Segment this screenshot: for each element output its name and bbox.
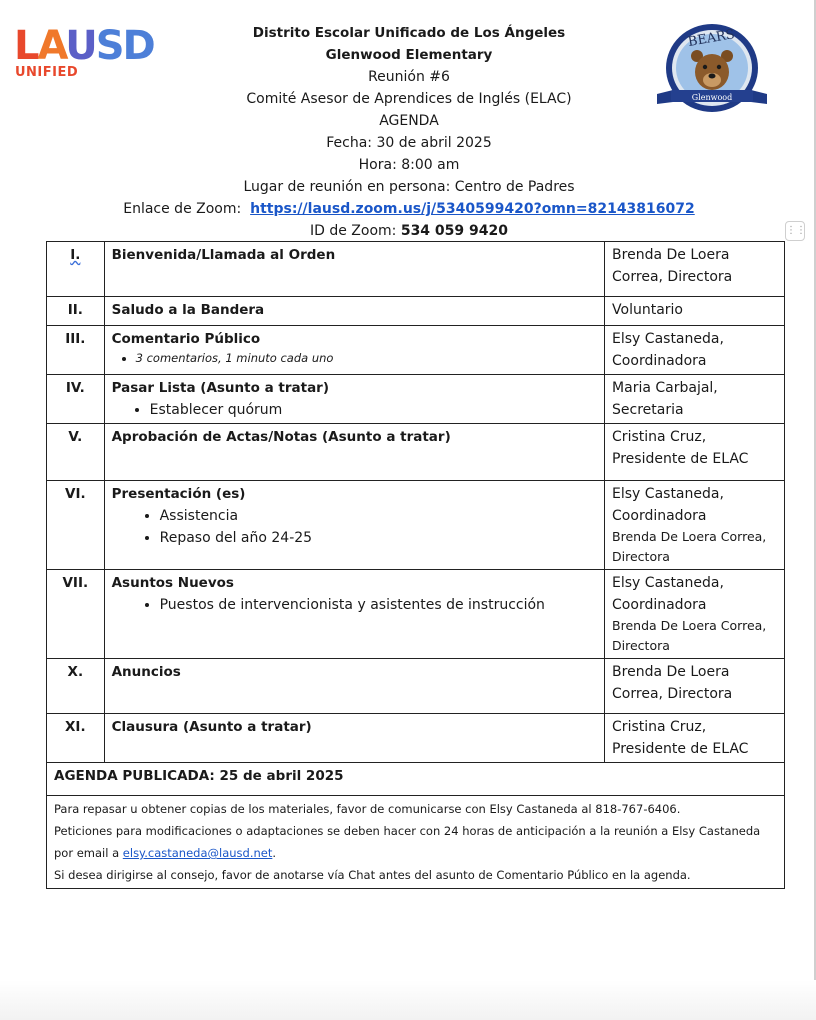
meeting-number: Reunión #6: [368, 69, 450, 85]
item-number: VII.: [47, 570, 105, 659]
item-number: I.: [47, 242, 105, 297]
item-cell: [104, 326, 604, 375]
table-row: [47, 659, 785, 714]
agenda-published-date: AGENDA PUBLICADA: 25 de abril 2025: [47, 763, 785, 796]
footer-line-chat: Si desea dirigirse al consejo, favor de anotarse vía Chat antes del asunto de Comentario Público en la agenda.: [54, 868, 691, 882]
table-row: [47, 481, 785, 570]
zoom-link-line: [60, 198, 758, 220]
item-cell: [104, 714, 604, 763]
item-bullets: [112, 399, 597, 421]
item-title: Pasar Lista (Asunto a tratar): [111, 380, 330, 396]
meeting-location: Lugar de reunión en persona: Centro de Padres: [243, 179, 575, 195]
item-presenter: [605, 481, 785, 570]
item-presenter: Brenda De Loera Correa, Directora: [605, 659, 785, 714]
list-item: • Repaso del año 24-25: [160, 527, 597, 549]
item-title: Anuncios: [111, 664, 181, 680]
item-presenter: [605, 570, 785, 659]
presenter-primary: Elsy Castaneda, Coordinadora: [612, 486, 724, 524]
item-cell: [104, 424, 604, 481]
seal-ribbon-text: Glenwood: [691, 93, 733, 102]
item-presenter: Cristina Cruz, Presidente de ELAC: [605, 714, 785, 763]
item-title: Asuntos Nuevos: [111, 575, 234, 591]
list-item: • Establecer quórum: [150, 399, 597, 421]
item-number: II.: [47, 297, 105, 326]
item-cell: [104, 242, 604, 297]
table-row: [47, 763, 785, 796]
item-presenter: Cristina Cruz, Presidente de ELAC: [605, 424, 785, 481]
table-row: [47, 424, 785, 481]
item-title: Comentario Público: [111, 331, 261, 347]
item-presenter: Voluntario: [605, 297, 785, 326]
item-number: XI.: [47, 714, 105, 763]
footer-notes: [47, 796, 785, 889]
svg-text:BEARS: BEARS: [686, 27, 736, 51]
zoom-link[interactable]: https://lausd.zoom.us/j/5340599420?omn=82143816072: [250, 201, 695, 217]
email-link[interactable]: elsy.castaneda@lausd.net: [122, 846, 273, 860]
item-number: VI.: [47, 481, 105, 570]
item-cell: [104, 481, 604, 570]
item-bullets: [112, 505, 597, 549]
zoom-id-label: ID de Zoom:: [309, 223, 397, 239]
logo-letter-l: L: [14, 23, 38, 69]
lausd-logo-unified: UNIFIED: [15, 65, 79, 80]
table-row: [47, 242, 785, 297]
list-item: • Assistencia: [160, 505, 597, 527]
logo-letter-a: A: [37, 23, 66, 69]
item-title: Saludo a la Bandera: [111, 302, 265, 318]
footer-line-materials: Para repasar u obtener copias de los materiales, favor de comunicarse con Elsy Castaneda al 818-767-6406.: [54, 802, 681, 816]
zoom-id: 534 059 9420: [400, 223, 508, 239]
item-presenter: Maria Carbajal, Secretaria: [605, 375, 785, 424]
district-name: Distrito Escolar Unificado de Los Ángeles: [252, 25, 566, 41]
item-cell: [104, 659, 604, 714]
list-item: • Puestos de intervencionista y asistentes de instrucción: [160, 594, 597, 616]
item-presenter: Elsy Castaneda, Coordinadora: [605, 326, 785, 375]
footer-line-accommodations: Peticiones para modificaciones o adaptaciones se deben hacer con 24 horas de anticipación a la reunión a Elsy Castaneda por email a elsy.castaneda@lausd.net.: [54, 824, 761, 860]
item-title: Presentación (es): [111, 486, 246, 502]
table-row: [47, 297, 785, 326]
item-number: IV.: [47, 375, 105, 424]
table-row: [47, 714, 785, 763]
logo-letter-sd: SD: [95, 23, 154, 69]
item-title: Aprobación de Actas/Notas (Asunto a tratar): [111, 429, 451, 445]
zoom-link-label: Enlace de Zoom:: [123, 201, 242, 217]
committee-name: Comité Asesor de Aprendices de Inglés (ELAC): [246, 91, 572, 107]
presenter-secondary: Brenda De Loera Correa, Directora: [612, 618, 767, 653]
item-cell: [104, 297, 604, 326]
zoom-id-line: [60, 220, 758, 242]
item-cell: [104, 375, 604, 424]
item-cell: [104, 570, 604, 659]
page-bottom-shadow: [0, 980, 816, 1020]
item-title: Bienvenida/Llamada al Orden: [111, 247, 336, 263]
item-title: Clausura (Asunto a tratar): [111, 719, 312, 735]
meeting-time: Hora: 8:00 am: [358, 157, 460, 173]
item-bullets: [112, 350, 597, 366]
agenda-table: [46, 241, 785, 889]
item-number: III.: [47, 326, 105, 375]
presenter-secondary: Brenda De Loera Correa, Directora: [612, 529, 767, 564]
table-row: [47, 375, 785, 424]
item-number: X.: [47, 659, 105, 714]
table-row: [47, 326, 785, 375]
agenda-title: AGENDA: [379, 113, 439, 129]
table-drag-handle-icon[interactable]: ⋮⋮: [785, 221, 805, 241]
presenter-primary: Elsy Castaneda, Coordinadora: [612, 575, 724, 613]
item-presenter: Brenda De Loera Correa, Directora: [605, 242, 785, 297]
meeting-date: Fecha: 30 de abril 2025: [326, 135, 492, 151]
item-bullets: [112, 594, 597, 616]
agenda-header: [60, 22, 758, 242]
list-item: • 3 comentarios, 1 minuto cada uno: [136, 350, 597, 366]
item-number: V.: [47, 424, 105, 481]
school-name: Glenwood Elementary: [325, 47, 493, 63]
logo-letter-u: U: [65, 23, 96, 69]
table-row: [47, 796, 785, 889]
table-row: [47, 570, 785, 659]
